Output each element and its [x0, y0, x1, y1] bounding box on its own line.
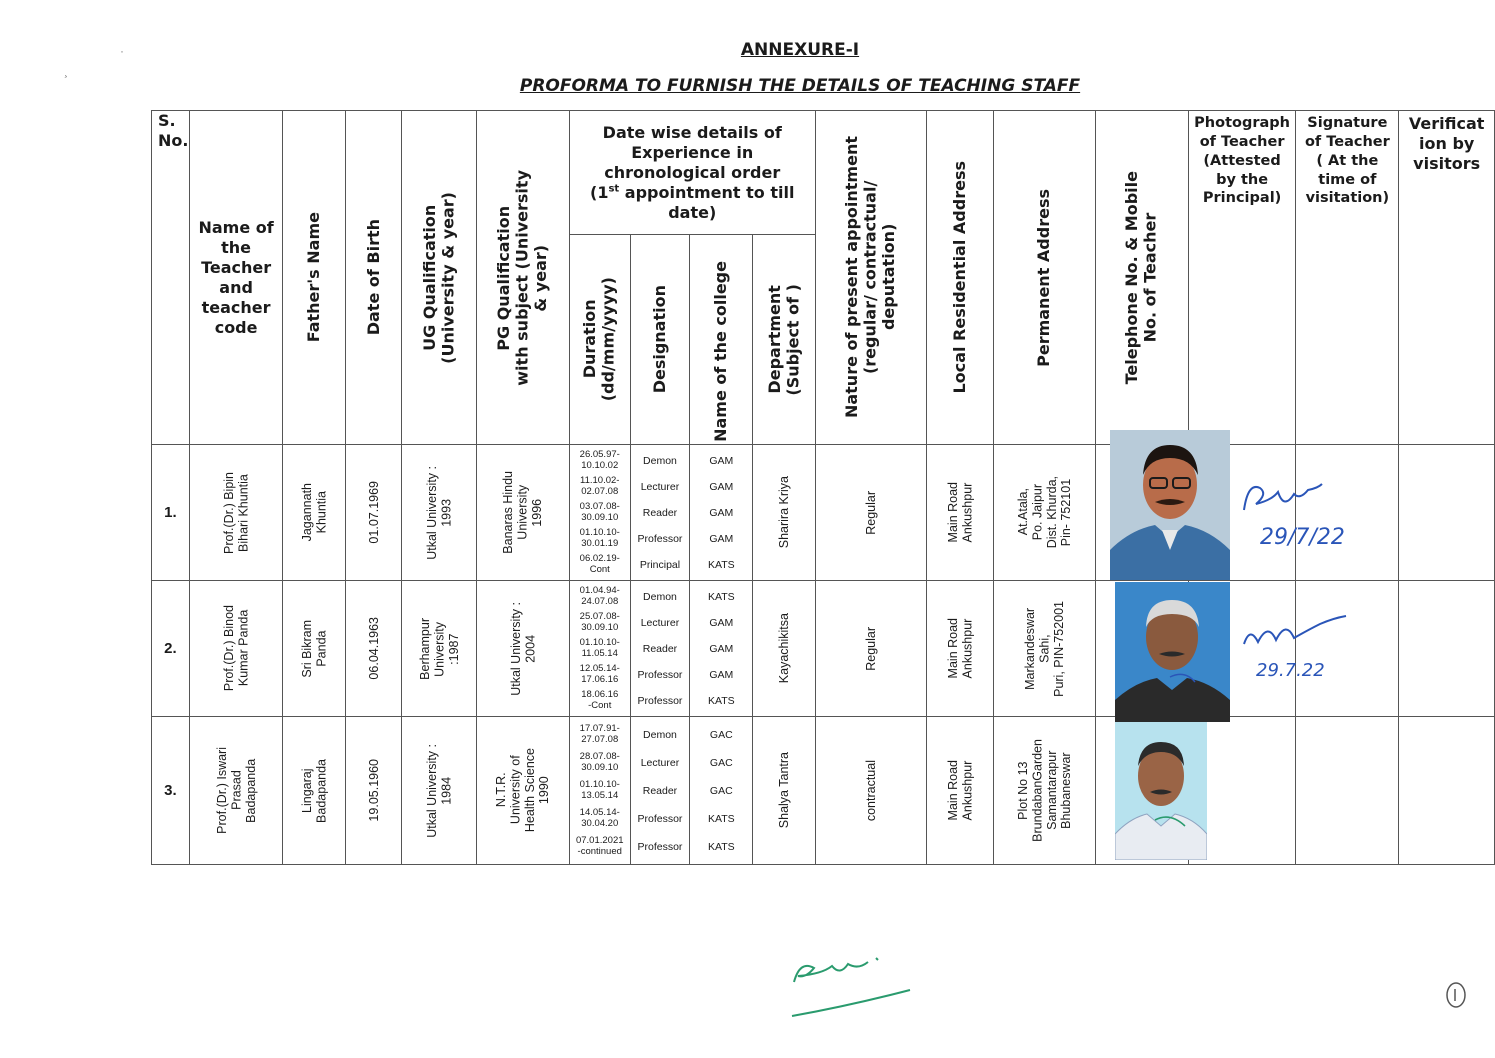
row-department: Shalya Tantra	[753, 717, 815, 865]
annexure-title: ANNEXURE-I	[740, 40, 860, 60]
row-sno: 3.	[152, 717, 190, 865]
header-signature: Signature of Teacher ( At the time of visitation)	[1296, 111, 1399, 445]
row-signature	[1296, 717, 1399, 865]
row-nature: Regular	[815, 581, 926, 717]
row-dob: 06.04.1963	[346, 581, 402, 717]
row-permanent-address: Markandeswar Sahi, Puri, PIN-752001	[994, 581, 1096, 717]
row-permanent-address: Plot No 13 BrundabanGarden Samantarapur Bhubaneswar	[994, 717, 1096, 865]
header-pg: PG Qualification with subject (University & year)	[476, 111, 569, 445]
row-father: Sri Bikram Panda	[283, 581, 346, 717]
header-name: Name of the Teacher and teacher code	[189, 111, 283, 445]
teacher-photo	[1110, 430, 1230, 580]
row-designation: Demon Lecturer Reader Professor Professor	[630, 581, 690, 717]
row-name: Prof.(Dr.) Iswari Prasad Badapanda	[189, 717, 283, 865]
row-pg: N.T.R. University of Health Science 1990	[476, 717, 569, 865]
row-verification	[1399, 445, 1495, 581]
row-department: Sharira Kriya	[753, 445, 815, 581]
row-dob: 19.05.1960	[346, 717, 402, 865]
row-ug: Berhampur University :1987	[402, 581, 477, 717]
row-name: Prof.(Dr.) Bipin Bihari Khuntia	[189, 445, 283, 581]
teacher-signature	[1238, 612, 1353, 692]
row-designation: Demon Lecturer Reader Professor Principal	[630, 445, 690, 581]
header-verification: Verificat ion by visitors	[1399, 111, 1495, 445]
row-verification	[1399, 581, 1495, 717]
row-ug: Utkal University : 1984	[402, 717, 477, 865]
row-sno: 1.	[152, 445, 190, 581]
header-telephone: Telephone No. & Mobile No. of Teacher	[1095, 111, 1188, 445]
header-ug: UG Qualification (University & year)	[402, 111, 477, 445]
scan-speck: ¸	[64, 64, 68, 78]
row-local-address: Main Road Ankushpur	[926, 445, 993, 581]
table-row	[152, 717, 1495, 865]
row-sno: 2.	[152, 581, 190, 717]
row-ug: Utkal University : 1993	[402, 445, 477, 581]
row-dob: 01.07.1969	[346, 445, 402, 581]
header-local-address: Local Residential Address	[926, 111, 993, 445]
row-local-address: Main Road Ankushpur	[926, 581, 993, 717]
teacher-photo	[1115, 722, 1207, 860]
row-duration: 17.07.91- 27.07.08 28.07.08- 30.09.10 01.10.10- 13.05.14 14.05.14- 30.04.20 07.01.2021 -continued	[569, 717, 630, 865]
row-nature: contractual	[815, 717, 926, 865]
row-college: GAM GAM GAM GAM KATS	[690, 445, 753, 581]
header-duration: Duration (dd/mm/yyyy)	[569, 235, 630, 445]
teacher-signature	[1238, 470, 1348, 552]
row-college: KATS GAM GAM GAM KATS	[690, 581, 753, 717]
row-pg: Utkal University : 2004	[476, 581, 569, 717]
row-pg: Banaras Hindu University 1996	[476, 445, 569, 581]
header-permanent-address: Permanent Address	[994, 111, 1096, 445]
header-sno: S. No.	[152, 111, 190, 445]
page-number-mark	[1444, 980, 1470, 1010]
header-department: Department (Subject of )	[753, 235, 815, 445]
row-duration: 26.05.97- 10.10.02 11.10.02- 02.07.08 03.07.08- 30.09.10 01.10.10- 30.01.19 06.02.19- Cont	[569, 445, 630, 581]
header-dob: Date of Birth	[346, 111, 402, 445]
row-nature: Regular	[815, 445, 926, 581]
header-nature: Nature of present appointment (regular/ contractual/ deputation)	[815, 111, 926, 445]
header-row-top	[152, 111, 1495, 235]
header-father: Father's Name	[283, 111, 346, 445]
row-permanent-address: At.Atala, Po. Jaipur Dist. Khurda, Pin- 752101	[994, 445, 1096, 581]
row-college: GAC GAC GAC KATS KATS	[690, 717, 753, 865]
row-designation: Demon Lecturer Reader Professor Professor	[630, 717, 690, 865]
proforma-title: PROFORMA TO FURNISH THE DETAILS OF TEACHING STAFF	[519, 76, 1081, 96]
signature-date: 29/7/22	[1260, 525, 1345, 550]
row-verification	[1399, 717, 1495, 865]
header-designation: Designation	[630, 235, 690, 445]
row-father: Lingaraj Badapanda	[283, 717, 346, 865]
row-duration: 01.04.94- 24.07.08 25.07.08- 30.09.10 01.10.10- 11.05.14 12.05.14- 17.06.16 18.06.16 -Cont	[569, 581, 630, 717]
footer-signature	[788, 948, 918, 1023]
header-college: Name of the college	[690, 235, 753, 445]
signature-date: 29.7.22	[1256, 660, 1325, 681]
row-name: Prof.(Dr.) Binod Kumar Panda	[189, 581, 283, 717]
row-father: Jagannath Khuntia	[283, 445, 346, 581]
row-local-address: Main Road Ankushpur	[926, 717, 993, 865]
teacher-photo	[1115, 582, 1230, 722]
row-department: Kayachikitsa	[753, 581, 815, 717]
header-photograph: Photograph of Teacher (Attested by the Principal)	[1188, 111, 1296, 445]
header-experience: Date wise details of Experience in chronological order (1st appointment to till date)	[569, 111, 815, 235]
scan-speck: ·	[120, 44, 124, 58]
